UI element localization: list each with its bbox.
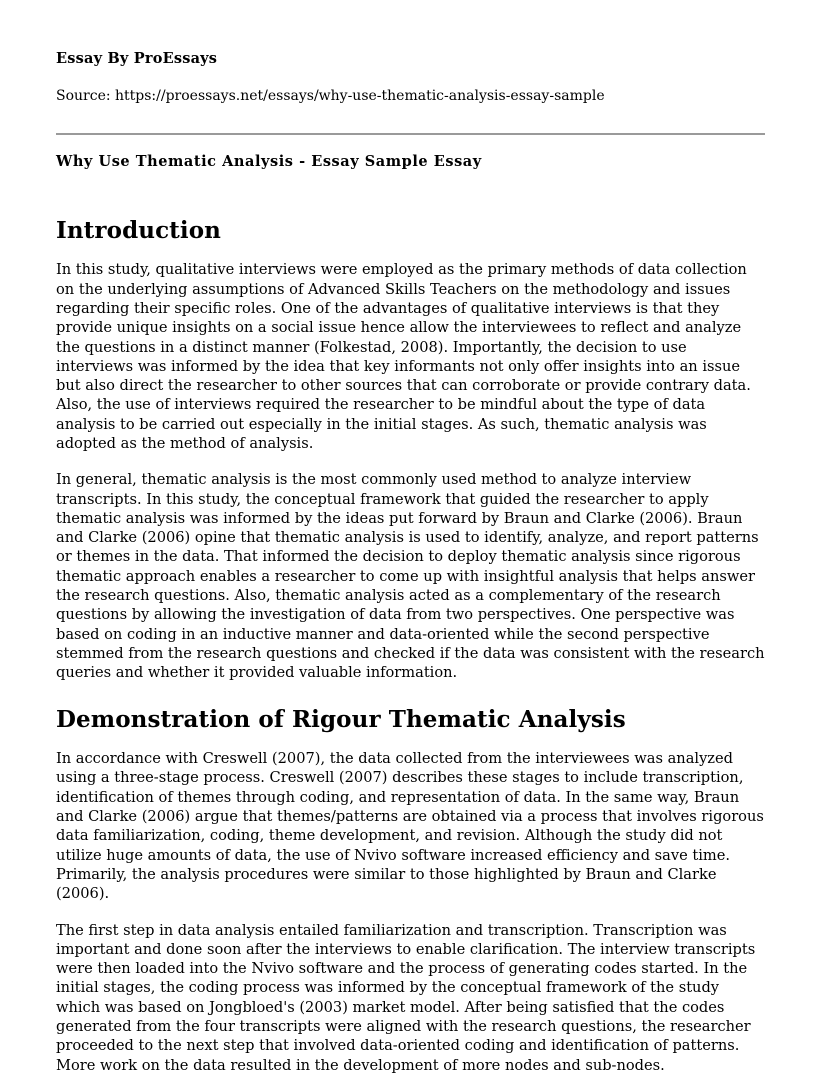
section-heading-introduction: Introduction	[56, 216, 221, 244]
paragraph: In accordance with Creswell (2007), the data collected from the interviewees was analyzed using a three-stage process. Creswell (2007) describes these stages to include transcription, identification of themes through coding, and representation of data. In the same way, Braun and Clarke (2006) argue that themes/patterns are obtained via a process that involves rigorous data familiarization, coding, theme development, and revision. Although the study did not utilize huge amounts of data, the use of Nvivo software increased efficiency and save time. Primarily, the analysis procedures were similar to those highlighted by Braun and Clarke (2006).	[56, 750, 764, 903]
section-heading-demonstration-of-rigour: Demonstration of Rigour Thematic Analysis	[56, 705, 626, 733]
header-divider	[56, 133, 765, 135]
site-name: Essay By ProEssays	[56, 50, 218, 67]
paragraph: In this study, qualitative interviews were employed as the primary methods of data collection on the underlying assumptions of Advanced Skills Teachers on the methodology and issues regarding their specific roles. One of the advantages of qualitative interviews is that they provide unique insights on a social issue hence allow the interviewees to reflect and analyze the questions in a distinct manner (Folkestad, 2008). Importantly, the decision to use interviews was informed by the idea that key informants not only offer insights into an issue but also direct the researcher to other sources that can corroborate or provide contrary data. Also, the use of interviews required the researcher to be mindful about the type of data analysis to be carried out especially in the initial stages. As such, thematic analysis was adopted as the method of analysis.	[56, 261, 751, 452]
document-title: Why Use Thematic Analysis - Essay Sample Essay	[56, 152, 482, 170]
paragraph: In general, thematic analysis is the most commonly used method to analyze interview transcripts. In this study, the conceptual framework that guided the researcher to apply thematic analysis was informed by the ideas put forward by Braun and Clarke (2006). Braun and Clarke (2006) opine that thematic analysis is used to identify, analyze, and report patterns or themes in the data. That informed the decision to deploy thematic analysis since rigorous thematic approach enables a researcher to come up with insightful analysis that helps answer the research questions. Also, thematic analysis acted as a complementary of the research questions by allowing the investigation of data from two perspectives. One perspective was based on coding in an inductive manner and data-oriented while the second perspective stemmed from the research questions and checked if the data was consistent with the research queries and whether it provided valuable information.	[56, 471, 765, 682]
paragraph: The first step in data analysis entailed familiarization and transcription. Transcription was important and done soon after the interviews to enable clarification. The interview transcripts were then loaded into the Nvivo software and the process of generating codes started. In the initial stages, the coding process was informed by the conceptual framework of the study which was based on Jongbloed's (2003) market model. After being satisfied that the codes generated from the four transcripts were aligned with the research questions, the researcher proceeded to the next step that involved data-oriented coding and identification of patterns. More work on the data resulted in the development of more nodes and sub-nodes.	[56, 921, 756, 1074]
source-url-line: Source: https://proessays.net/essays/why-use-thematic-analysis-essay-sample	[56, 88, 605, 105]
